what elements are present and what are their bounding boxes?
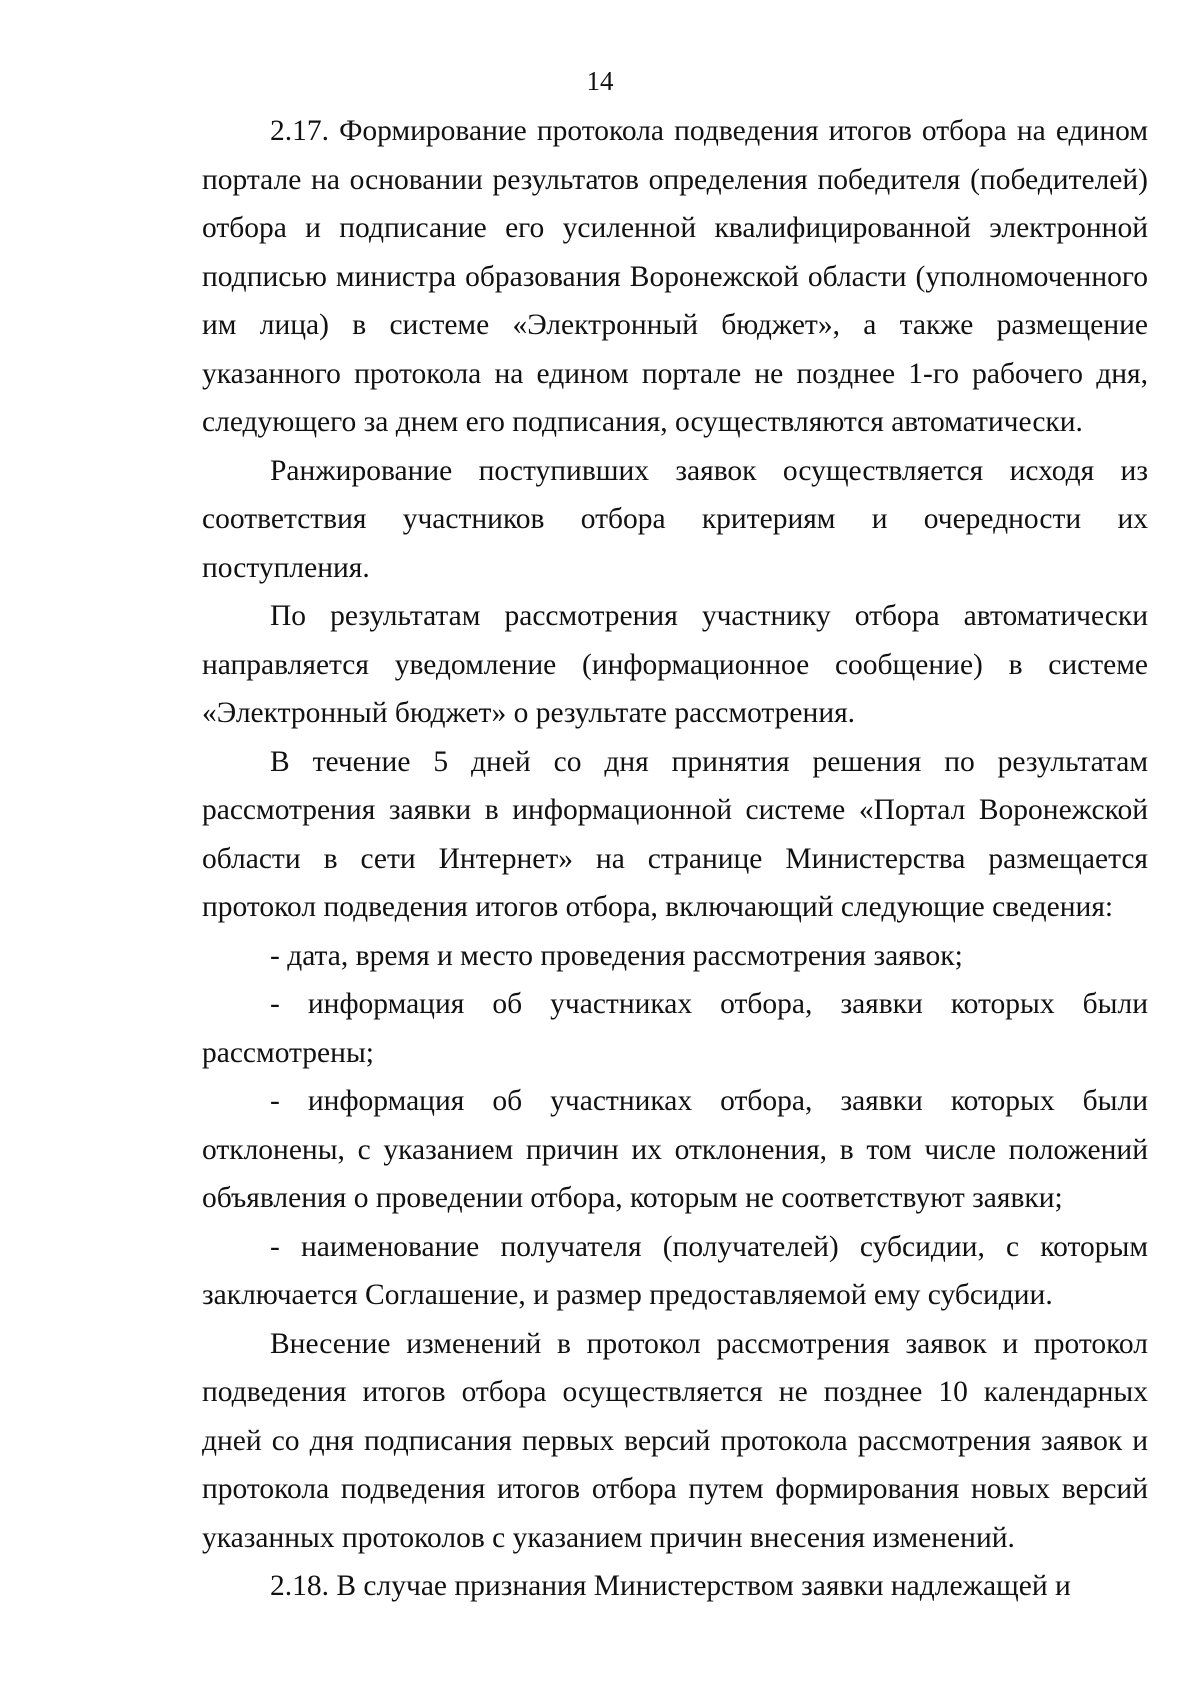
paragraph-2-18: 2.18. В случае признания Министерством заявки надлежащей и bbox=[270, 1570, 1071, 1602]
page-number: 14 bbox=[586, 66, 614, 96]
paragraph-protocol-publication: В течение 5 дней со дня принятия решения по результатам рассмотрения заявки в информационной системе «Портал Воронежской области в сети Интернет» на странице Министерства размещается протокол подведения итогов отбора, включающий следующие сведения: bbox=[202, 745, 1148, 923]
paragraph-ranking: Ранжирование поступивших заявок осуществляется исходя из соответствия участников отбора критериям и очередности их поступления. bbox=[202, 454, 1148, 584]
list-item-subsidy-recipient: - наименование получателя (получателей) субсидии, с которым заключается Соглашение, и размер предоставляемой ему субсидии. bbox=[202, 1230, 1148, 1311]
paragraph-2-17: 2.17. Формирование протокола подведения итогов отбора на едином портале на основании результатов определения победителя (победителей) отбора и подписание его усиленной квалифицированной электронной подписью министра образования Воронежской области (уполномоченного им лица) в системе «Электронный бюджет», а также размещение указанного протокола на едином портале не позднее 1-го рабочего дня, следующего за днем его подписания, осуществляются автоматически. bbox=[202, 115, 1148, 438]
list-item-rejected-participants: - информация об участниках отбора, заявки которых были отклонены, с указанием причин их отклонения, в том числе положений объявления о проведении отбора, которым не соответствуют заявки; bbox=[202, 1085, 1148, 1214]
list-item-date-time-place: - дата, время и место проведения рассмотрения заявок; bbox=[270, 939, 963, 972]
document-body bbox=[202, 107, 1148, 1611]
list-item-reviewed-participants: - информация об участниках отбора, заявки которых были рассмотрены; bbox=[202, 988, 1148, 1069]
paragraph-notification: По результатам рассмотрения участнику отбора автоматически направляется уведомление (информационное сообщение) в системе «Электронный бюджет» о результате рассмотрения. bbox=[202, 600, 1148, 729]
paragraph-protocol-changes: Внесение изменений в протокол рассмотрения заявок и протокол подведения итогов отбора осуществляется не позднее 10 календарных дней со дня подписания первых версий протокола рассмотрения заявок и протокола подведения итогов отбора путем формирования новых версий указанных протоколов с указанием причин внесения изменений. bbox=[202, 1327, 1148, 1554]
